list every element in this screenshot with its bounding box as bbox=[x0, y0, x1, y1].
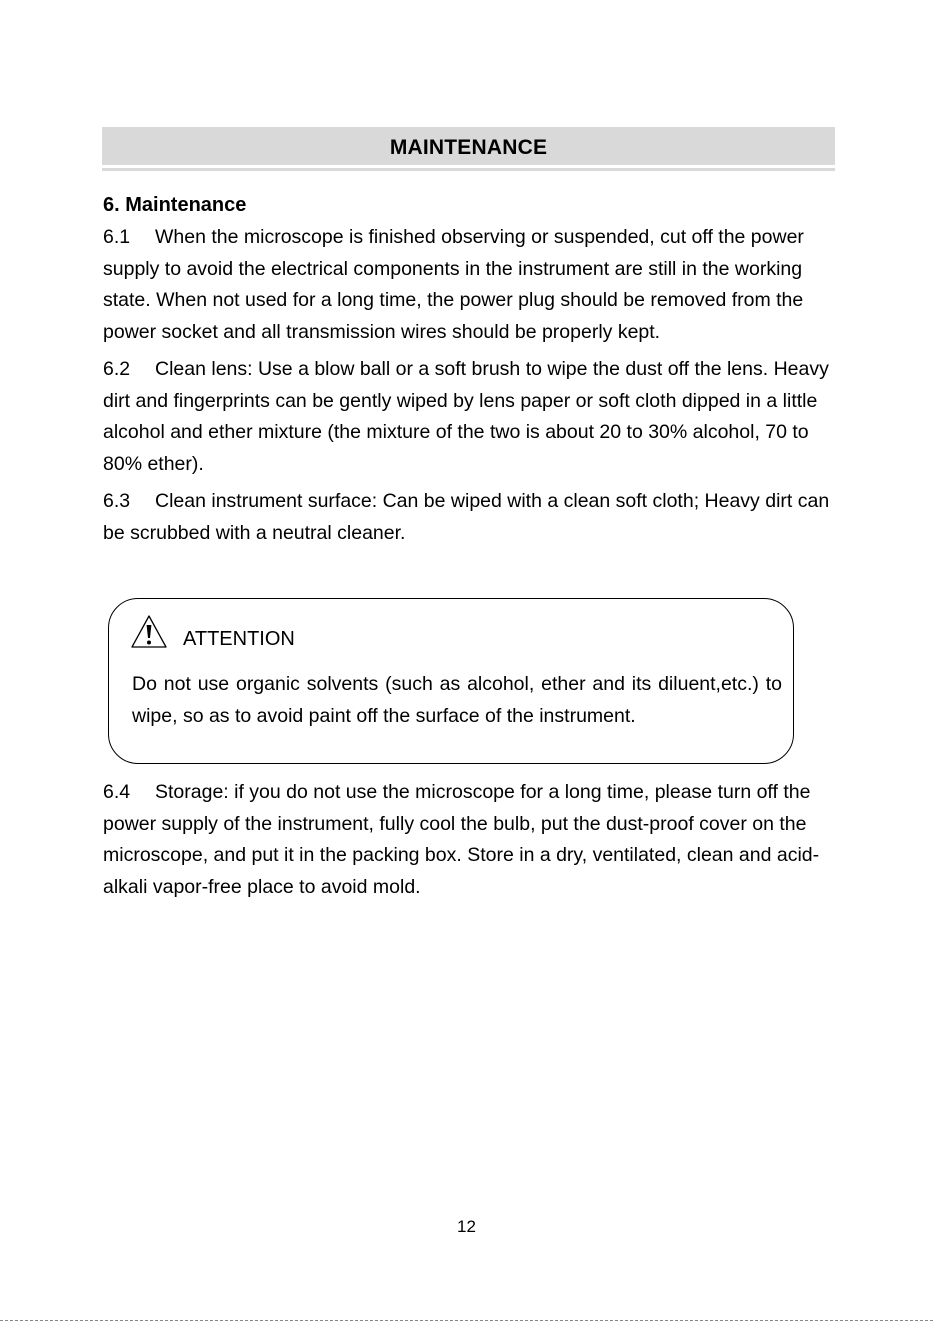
paragraph-text: Storage: if you do not use the microscope for a long time, please turn off the power supply of the instrument, fully cool the bulb, put the dust-proof cover on the microscope, and put it in the packing box. Store in a dry, ventilated, clean and acid-alkali vapor-free place to avoid mold. bbox=[103, 781, 820, 898]
section-title: 6. Maintenance bbox=[103, 194, 247, 216]
attention-text: Do not use organic solvents (such as alcohol, ether and its diluent,etc.) to wipe, so as to avoid paint off the surface of the instrument. bbox=[132, 673, 782, 727]
header-title: MAINTENANCE bbox=[389, 136, 548, 159]
paragraph-number: 6.1 bbox=[103, 226, 131, 248]
warning-triangle-icon bbox=[129, 613, 169, 651]
paragraph-6-1 bbox=[103, 222, 835, 348]
bottom-divider bbox=[0, 1320, 933, 1321]
attention-heading bbox=[129, 613, 295, 651]
paragraph-text: Clean lens: Use a blow ball or a soft brush to wipe the dust off the lens. Heavy dirt and fingerprints can be gently wiped by lens paper or soft cloth dipped in a little alcohol and ether mixture (the mixture of the two is about 20 to 30% alcohol, 70 to 80% ether). bbox=[103, 358, 829, 475]
main-content bbox=[103, 190, 835, 555]
paragraph-number: 6.3 bbox=[103, 490, 131, 512]
paragraph-text: Clean instrument surface: Can be wiped with a clean soft cloth; Heavy dirt can be scrubbed with a neutral cleaner. bbox=[103, 490, 830, 544]
attention-label: ATTENTION bbox=[183, 628, 295, 650]
page-header bbox=[102, 127, 835, 165]
paragraph-6-3 bbox=[103, 486, 835, 549]
paragraph-6-4 bbox=[103, 777, 838, 903]
paragraph-number: 6.4 bbox=[103, 781, 131, 803]
header-divider bbox=[102, 168, 835, 171]
paragraph-6-2 bbox=[103, 354, 835, 480]
paragraph-number: 6.2 bbox=[103, 358, 131, 380]
paragraph-text: When the microscope is finished observing or suspended, cut off the power supply to avoid the electrical components in the instrument are still in the working state. When not used for a long time, the power plug should be removed from the power socket and all transmission wires should be properly kept. bbox=[103, 226, 804, 343]
attention-box bbox=[108, 598, 794, 764]
page-number: 12 bbox=[457, 1217, 476, 1236]
